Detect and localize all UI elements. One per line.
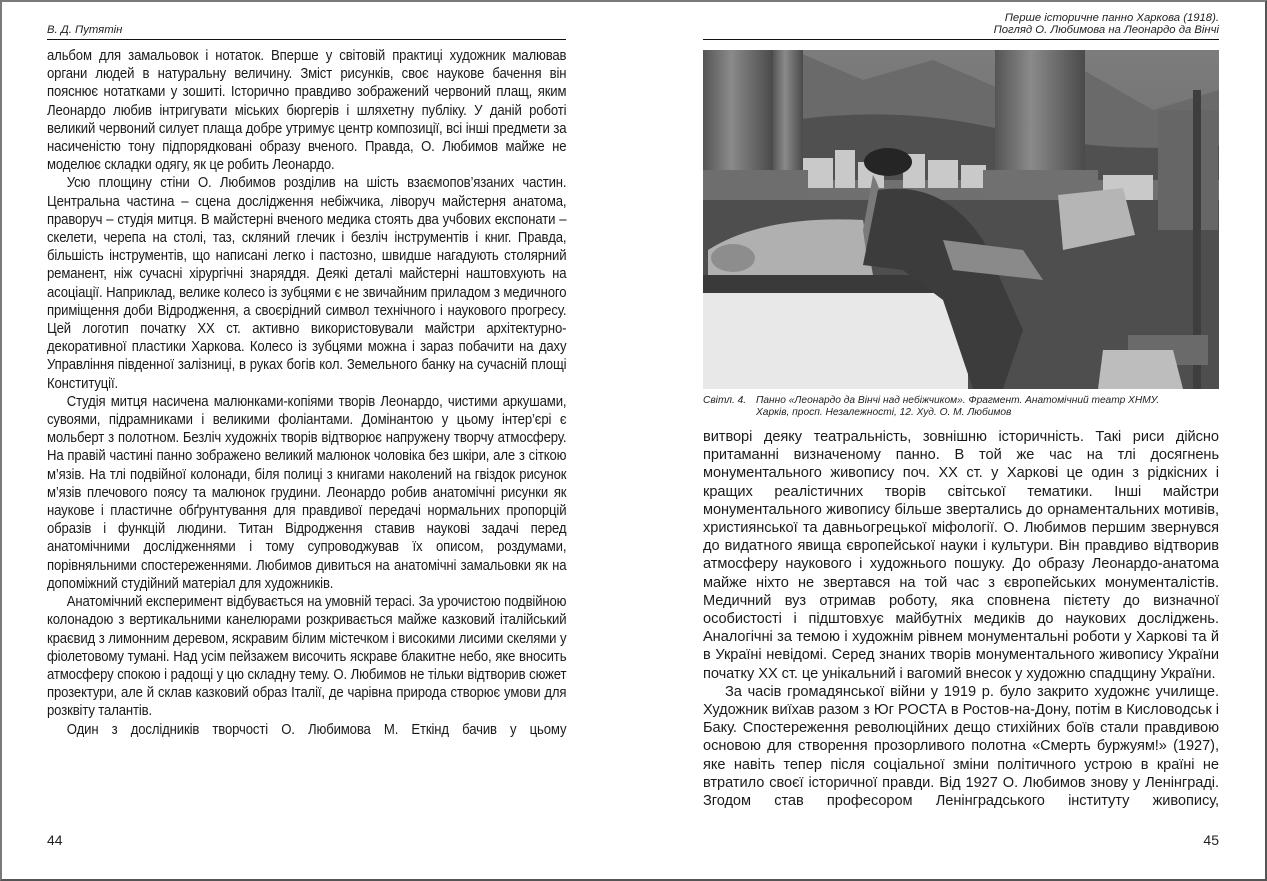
figure-caption bbox=[703, 395, 1219, 419]
running-head-title bbox=[703, 12, 1219, 40]
paragraph: альбом для замальовок і нотаток. Вперше у світовій практиці художник малював органи людей в натуральну величину. Зміст рисунків, своє наукове бачення він пояснює нотатками у зошиті. Історично правдиво зображений червоний плащ, яким Леонардо любив інтригувати міських бюргерів і шляхетну публіку. У даній роботі великий червоний силует плаща добре утримує центр композиції, всі інші предмети за насиченістю тону підпорядковані образу вченого. Правда, О. Любимов майже не моделює складки одягу, як це робить Леонардо. bbox=[47, 48, 567, 174]
caption-line: Харків, просп. Незалежності, 12. Худ. О. М. Любимов bbox=[756, 407, 1012, 418]
paragraph: Анатомічний експеримент відбувається на умовній терасі. За урочистою подвійною колонадою з вертикальними канелюрами розкривається майже казковий італійський краєвид з лимонним деревом, яскравим білим містечком і високими лисими скелями у фіолетовому тумані. Над усім пейзажем височить яскраве блакитне небо, яке вносить атмосферу спокою і радощі у цю складну тему. О. Любимов не тільки відтворив сюжет прозектури, але й склав казковий образ Італії, де чарівна природа створює умови для розквіту талантів. bbox=[47, 594, 567, 720]
body-text bbox=[47, 47, 566, 739]
figure-label: Світл. 4. bbox=[703, 395, 747, 406]
caption-line: Панно «Леонардо да Вінчі над небіжчиком». Фрагмент. Анатомічний театр ХНМУ. bbox=[756, 395, 1160, 406]
body-text bbox=[703, 428, 1219, 810]
running-head-line: Погляд О. Любимова на Леонардо да Вінчі bbox=[993, 24, 1219, 36]
caption-text bbox=[756, 395, 1159, 419]
paragraph: Усю площину стіни О. Любимов розділив на шість взаємопов’язаних частин. Центральна частина – сцена дослідження небіжчика, ліворуч майстерня анатома, праворуч – студія митця. В майстерні вченого медика стоять два учбових експонати – скелети, черепа на столі, таз, скляний глечик і безліч інструментів і книг. Правда, більшість інструментів, що написані легко і пастозно, швидше нагадують столярний реманент, ніж сучасні хірургічні знаряддя. Деякі деталі майстерні наштовхують на асоціації. Наприклад, велике колесо із зубцями є не звичайним приладом з медичного приміщення доби Відродження, а своєрідний символ технічного і наукового прогресу. Цей логотип початку XX ст. активно використовували майстри архітектурно-декоративної пластики Харкова. Колесо із зубцями можна і зараз побачити на даху Управління південної залізниці, в руках богів кол. Земельного банку на сучасній площі Конституції. bbox=[47, 175, 567, 392]
page-number: 44 bbox=[47, 832, 63, 848]
page-number: 45 bbox=[1203, 832, 1219, 848]
running-head-line: Перше історичне панно Харкова (1918). bbox=[1004, 12, 1219, 24]
paragraph: Студія митця насичена малюнками-копіями творів Леонардо, чистими аркушами, сувоями, підрамниками і великими фоліантами. Домінантою у цьому інтер’єрі є мольберт з полотном. Безліч художніх творів відтворює напружену творчу атмосферу. На правій частині панно зображено великий малюнок чоловіка без шкіри, але з сіткою м’язів. На тлі подвійної колонади, біля полиці з книгами наколений на гвіздок рисунок м’язів плечового поясу та малюнок грудини. Леонардо робив анатомічні рисунки як наукове і пластичне обґрунтування для правдивої передачі нормальних пропорцій образів і функцій людини. Титан Відродження ставив наукові задачі перед анатомічними дослідженнями і тому супроводжував їх описом, роздумами, порівняльними спостереженнями. Любимов дивиться на анатомічні замальовки як на допоміжний студійний матеріал для художників. bbox=[47, 393, 567, 592]
right-page bbox=[703, 0, 1219, 881]
running-head-author: В. Д. Путятін bbox=[47, 24, 566, 40]
mural-illustration bbox=[703, 50, 1219, 389]
mural-photo bbox=[703, 50, 1219, 389]
paragraph: Один з дослідників творчості О. Любимова М. Еткінд бачив у цьому bbox=[66, 721, 567, 738]
left-page bbox=[47, 0, 566, 881]
paragraph: витворі деяку театральність, зовнішню історичність. Такі риси дійсно притаманні визначеному панно. В той же час на тлі досягнень монументального живопису поч. XX ст. у Харкові це один з рідкісних і кращих реалістичних творів світської тематики. Інші майстри монументального живопису більше звертались до орнаментальних мотивів, християнської та давньогрецької міфології. О. Любимов першим звернувся до видатного явища європейської науки і культури. Він правдиво відтворив атмосферу наукового і художнього пошуку. До образу Леонардо-анатома майже ніхто не звертався на той час з європейських монументалістів. Медичний вуз отримав роботу, яка сповнена пієтету до визначної особистості і підштовхує майбутніх медиків до наукових досліджень. Аналогічні за темою і художнім рівнем монументальні роботи у Харкові та й в Україні невідомі. Серед знаних творів монументального живопису України початку XX ст. це унікальний і вагомий внесок у художню спадщину України. bbox=[703, 429, 1219, 682]
paragraph: За часів громадянської війни у 1919 р. було закрито художнє училище. Художник виїхав разом з Юг РОСТА в Ростов-на-Дону, потім в Кисловодськ і Баку. Спостереження революційних дещо стихійних боїв стали правдивою основою для створення прозорливого полотна «Смерть буржуям!» (1927), яке навіть тепер після соціальної зміни політичного устрою в країні не втратило своєї історичної правди. Від 1927 О. Любимов знову у Ленінграді. Згодом став професором Ленінградського інституту живопису, bbox=[703, 683, 1219, 810]
